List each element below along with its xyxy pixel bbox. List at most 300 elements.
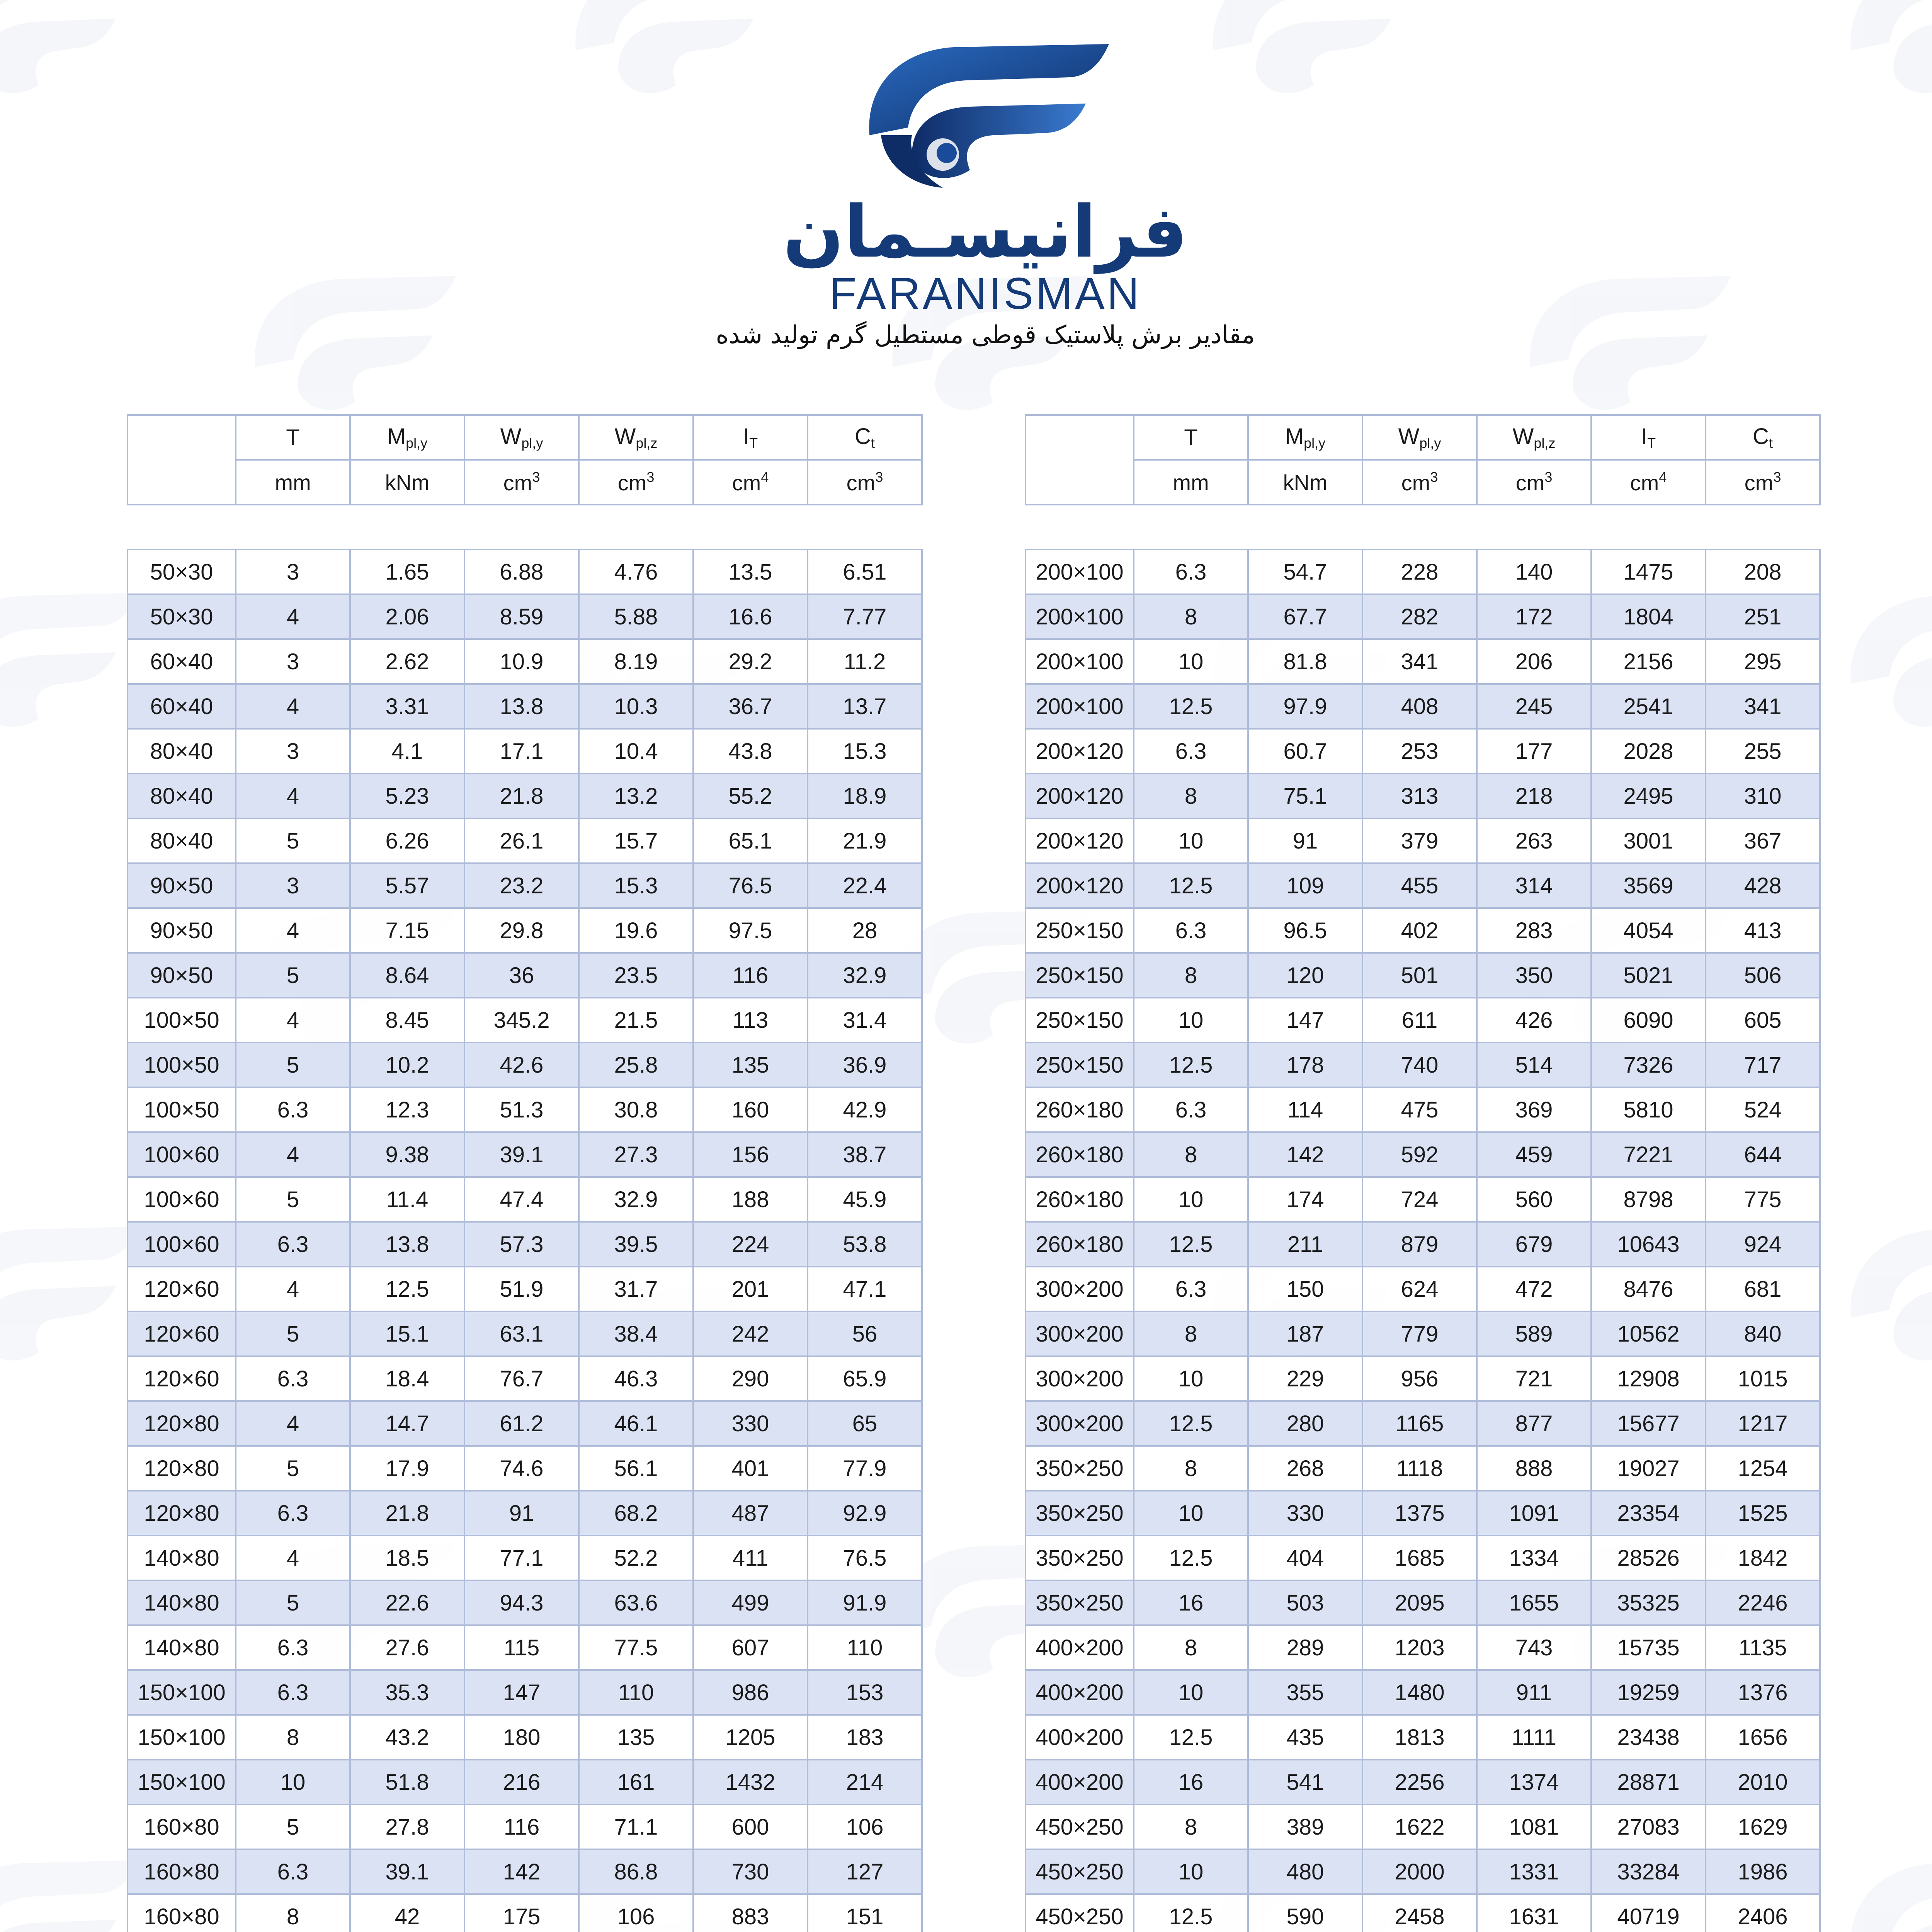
header-subscript: pl,y — [406, 435, 428, 451]
value-cell: 1135 — [1706, 1625, 1820, 1670]
value-cell: 4 — [236, 1267, 350, 1311]
document-title: مقادیر برش پلاستیک قوطی مستطیل گرم تولید شده — [716, 321, 1255, 349]
value-cell: 109 — [1248, 863, 1362, 908]
table-row — [128, 549, 922, 594]
brand-header — [0, 39, 1932, 317]
value-cell: 140 — [1477, 549, 1591, 594]
header-unit: cm — [617, 471, 647, 495]
value-cell: 4 — [236, 1536, 350, 1580]
header-unit-exponent: 3 — [1773, 469, 1781, 485]
table-row — [128, 639, 922, 684]
value-cell: 178 — [1248, 1043, 1362, 1087]
section-size-cell: 100×50 — [128, 1043, 236, 1087]
value-cell: 81.8 — [1248, 639, 1362, 684]
section-size-cell: 200×100 — [1026, 549, 1134, 594]
header-subscript: pl,z — [1534, 435, 1556, 451]
value-cell: 10 — [236, 1760, 350, 1804]
value-cell: 91.9 — [808, 1580, 922, 1625]
value-cell: 228 — [1362, 549, 1477, 594]
value-cell: 187 — [1248, 1311, 1362, 1356]
value-cell: 8 — [1134, 774, 1248, 818]
value-cell: 10 — [1134, 1491, 1248, 1536]
section-size-cell: 100×60 — [128, 1132, 236, 1177]
value-cell: 12.5 — [1134, 1894, 1248, 1932]
value-cell: 32.9 — [579, 1177, 693, 1222]
value-cell: 12908 — [1591, 1356, 1706, 1401]
value-cell: 13.7 — [808, 684, 922, 729]
header-unit: cm — [732, 471, 761, 495]
value-cell: 10643 — [1591, 1222, 1706, 1267]
header-subscript: t — [871, 435, 875, 451]
value-cell: 31.7 — [579, 1267, 693, 1311]
value-cell: 35325 — [1591, 1580, 1706, 1625]
value-cell: 428 — [1706, 863, 1820, 908]
value-cell: 43.2 — [350, 1715, 464, 1760]
value-cell: 12.5 — [1134, 1043, 1248, 1087]
value-cell: 10.3 — [579, 684, 693, 729]
value-cell: 956 — [1362, 1356, 1477, 1401]
value-cell: 208 — [1706, 549, 1820, 594]
value-cell: 8 — [1134, 953, 1248, 998]
section-size-cell: 450×250 — [1026, 1849, 1134, 1894]
header-unit-cell — [236, 460, 350, 505]
value-cell: 216 — [464, 1760, 579, 1804]
header-unit: kNm — [385, 470, 430, 495]
section-size-cell: 260×180 — [1026, 1132, 1134, 1177]
header-size-cell — [128, 415, 236, 505]
value-cell: 5.23 — [350, 774, 464, 818]
value-cell: 1334 — [1477, 1536, 1591, 1580]
value-cell: 840 — [1706, 1311, 1820, 1356]
value-cell: 47.1 — [808, 1267, 922, 1311]
header-size-cell — [1026, 415, 1134, 505]
header-unit-cell — [579, 460, 693, 505]
table-row — [128, 1177, 922, 1222]
header-unit-cell — [464, 460, 579, 505]
value-cell: 408 — [1362, 684, 1477, 729]
value-cell: 592 — [1362, 1132, 1477, 1177]
value-cell: 8.59 — [464, 594, 579, 639]
value-cell: 3569 — [1591, 863, 1706, 908]
value-cell: 242 — [693, 1311, 808, 1356]
value-cell: 188 — [693, 1177, 808, 1222]
value-cell: 6090 — [1591, 998, 1706, 1043]
header-unit: cm — [1515, 471, 1545, 495]
header-unit: mm — [275, 470, 311, 495]
table-row — [1026, 908, 1820, 953]
value-cell: 52.2 — [579, 1536, 693, 1580]
value-cell: 160 — [693, 1087, 808, 1132]
value-cell: 13.5 — [693, 549, 808, 594]
value-cell: 4 — [236, 684, 350, 729]
table-row — [128, 1446, 922, 1491]
value-cell: 229 — [1248, 1356, 1362, 1401]
value-cell: 86.8 — [579, 1849, 693, 1894]
table-row — [1026, 1536, 1820, 1580]
value-cell: 1842 — [1706, 1536, 1820, 1580]
value-cell: 4 — [236, 908, 350, 953]
table-row — [128, 1804, 922, 1849]
section-size-cell: 250×150 — [1026, 908, 1134, 953]
header-symbol-cell — [464, 415, 579, 460]
header-unit: cm — [1744, 471, 1774, 495]
header-unit-cell — [693, 460, 808, 505]
table-row — [128, 1132, 922, 1177]
value-cell: 644 — [1706, 1132, 1820, 1177]
value-cell: 39.5 — [579, 1222, 693, 1267]
table-row — [1026, 549, 1820, 594]
value-cell: 97.9 — [1248, 684, 1362, 729]
section-size-cell: 160×80 — [128, 1804, 236, 1849]
value-cell: 151 — [808, 1894, 922, 1932]
value-cell: 16 — [1134, 1760, 1248, 1804]
value-cell: 4 — [236, 1132, 350, 1177]
header-symbol-cell — [579, 415, 693, 460]
table-row — [1026, 953, 1820, 998]
value-cell: 77.1 — [464, 1536, 579, 1580]
value-cell: 33284 — [1591, 1849, 1706, 1894]
value-cell: 1217 — [1706, 1401, 1820, 1446]
value-cell: 65.9 — [808, 1356, 922, 1401]
value-cell: 142 — [464, 1849, 579, 1894]
section-size-cell: 200×120 — [1026, 729, 1134, 774]
section-size-cell: 80×40 — [128, 774, 236, 818]
value-cell: 721 — [1477, 1356, 1591, 1401]
value-cell: 5 — [236, 1311, 350, 1356]
value-cell: 8.19 — [579, 639, 693, 684]
table-row — [1026, 998, 1820, 1043]
value-cell: 172 — [1477, 594, 1591, 639]
table-row — [1026, 1580, 1820, 1625]
value-cell: 330 — [693, 1401, 808, 1446]
value-cell: 1655 — [1477, 1580, 1591, 1625]
header-symbol: T — [286, 425, 300, 450]
value-cell: 38.7 — [808, 1132, 922, 1177]
value-cell: 8.45 — [350, 998, 464, 1043]
value-cell: 12.5 — [1134, 684, 1248, 729]
value-cell: 2095 — [1362, 1580, 1477, 1625]
value-cell: 19027 — [1591, 1446, 1706, 1491]
value-cell: 5 — [236, 1580, 350, 1625]
value-cell: 53.8 — [808, 1222, 922, 1267]
table-row — [128, 1670, 922, 1715]
table-row — [128, 998, 922, 1043]
value-cell: 10 — [1134, 998, 1248, 1043]
value-cell: 201 — [693, 1267, 808, 1311]
value-cell: 4 — [236, 998, 350, 1043]
value-cell: 10562 — [1591, 1311, 1706, 1356]
value-cell: 91 — [464, 1491, 579, 1536]
value-cell: 4.1 — [350, 729, 464, 774]
header-unit: kNm — [1283, 470, 1328, 495]
value-cell: 503 — [1248, 1580, 1362, 1625]
table-row — [1026, 1625, 1820, 1670]
header-unit-cell — [350, 460, 464, 505]
value-cell: 12.5 — [1134, 863, 1248, 908]
section-size-cell: 90×50 — [128, 953, 236, 998]
header-unit-cell — [1591, 460, 1706, 505]
table-row — [128, 863, 922, 908]
table-row — [1026, 1177, 1820, 1222]
value-cell: 775 — [1706, 1177, 1820, 1222]
section-size-cell: 140×80 — [128, 1625, 236, 1670]
table-row — [128, 1087, 922, 1132]
value-cell: 8 — [1134, 1804, 1248, 1849]
section-size-cell: 100×50 — [128, 998, 236, 1043]
value-cell: 1203 — [1362, 1625, 1477, 1670]
value-cell: 29.8 — [464, 908, 579, 953]
section-size-cell: 60×40 — [128, 684, 236, 729]
header-symbol-cell — [1477, 415, 1591, 460]
value-cell: 10 — [1134, 1356, 1248, 1401]
value-cell: 506 — [1706, 953, 1820, 998]
value-cell: 135 — [579, 1715, 693, 1760]
header-symbol-cell — [1591, 415, 1706, 460]
value-cell: 289 — [1248, 1625, 1362, 1670]
table-row — [128, 818, 922, 863]
value-cell: 355 — [1248, 1670, 1362, 1715]
value-cell: 5 — [236, 1446, 350, 1491]
value-cell: 16.6 — [693, 594, 808, 639]
section-size-cell: 140×80 — [128, 1580, 236, 1625]
value-cell: 27.8 — [350, 1804, 464, 1849]
value-cell: 1813 — [1362, 1715, 1477, 1760]
value-cell: 39.1 — [464, 1132, 579, 1177]
value-cell: 2541 — [1591, 684, 1706, 729]
value-cell: 8798 — [1591, 1177, 1706, 1222]
value-cell: 46.3 — [579, 1356, 693, 1401]
header-unit-cell — [1477, 460, 1591, 505]
section-size-cell: 120×80 — [128, 1401, 236, 1446]
value-cell: 6.3 — [1134, 1087, 1248, 1132]
value-cell: 6.26 — [350, 818, 464, 863]
value-cell: 54.7 — [1248, 549, 1362, 594]
section-size-cell: 140×80 — [128, 1536, 236, 1580]
value-cell: 65 — [808, 1401, 922, 1446]
value-cell: 310 — [1706, 774, 1820, 818]
value-cell: 224 — [693, 1222, 808, 1267]
value-cell: 6.3 — [1134, 908, 1248, 953]
section-size-cell: 250×150 — [1026, 1043, 1134, 1087]
value-cell: 56 — [808, 1311, 922, 1356]
value-cell: 2246 — [1706, 1580, 1820, 1625]
value-cell: 6.51 — [808, 549, 922, 594]
value-cell: 426 — [1477, 998, 1591, 1043]
table-row — [128, 1311, 922, 1356]
table-row — [1026, 1894, 1820, 1932]
value-cell: 1804 — [1591, 594, 1706, 639]
value-cell: 92.9 — [808, 1491, 922, 1536]
value-cell: 251 — [1706, 594, 1820, 639]
value-cell: 1331 — [1477, 1849, 1591, 1894]
section-size-cell: 150×100 — [128, 1715, 236, 1760]
section-size-cell: 160×80 — [128, 1849, 236, 1894]
value-cell: 27.6 — [350, 1625, 464, 1670]
header-symbol: W — [500, 424, 522, 449]
value-cell: 110 — [808, 1625, 922, 1670]
value-cell: 114 — [1248, 1087, 1362, 1132]
value-cell: 153 — [808, 1670, 922, 1715]
value-cell: 206 — [1477, 639, 1591, 684]
value-cell: 1376 — [1706, 1670, 1820, 1715]
value-cell: 681 — [1706, 1267, 1820, 1311]
value-cell: 61.2 — [464, 1401, 579, 1446]
header-symbol: W — [1512, 424, 1534, 449]
value-cell: 2495 — [1591, 774, 1706, 818]
value-cell: 10 — [1134, 639, 1248, 684]
value-cell: 22.4 — [808, 863, 922, 908]
section-size-cell: 260×180 — [1026, 1177, 1134, 1222]
value-cell: 21.8 — [350, 1491, 464, 1536]
section-size-cell: 250×150 — [1026, 998, 1134, 1043]
watermark-logo-icon — [1850, 1226, 1932, 1361]
value-cell: 60.7 — [1248, 729, 1362, 774]
header-subscript: pl,y — [521, 435, 543, 451]
value-cell: 40719 — [1591, 1894, 1706, 1932]
value-cell: 77.5 — [579, 1625, 693, 1670]
value-cell: 32.9 — [808, 953, 922, 998]
value-cell: 51.9 — [464, 1267, 579, 1311]
header-unit-exponent: 3 — [1544, 469, 1553, 485]
section-size-cell: 400×200 — [1026, 1760, 1134, 1804]
table-row — [128, 1267, 922, 1311]
header-unit-cell — [1134, 460, 1248, 505]
value-cell: 22.6 — [350, 1580, 464, 1625]
value-cell: 21.8 — [464, 774, 579, 818]
section-size-cell: 450×250 — [1026, 1804, 1134, 1849]
table-row — [1026, 1222, 1820, 1267]
value-cell: 487 — [693, 1491, 808, 1536]
section-size-cell: 250×150 — [1026, 953, 1134, 998]
value-cell: 607 — [693, 1625, 808, 1670]
value-cell: 175 — [464, 1894, 579, 1932]
value-cell: 413 — [1706, 908, 1820, 953]
value-cell: 5 — [236, 818, 350, 863]
table-row — [128, 684, 922, 729]
value-cell: 330 — [1248, 1491, 1362, 1536]
value-cell: 3 — [236, 639, 350, 684]
value-cell: 8476 — [1591, 1267, 1706, 1311]
value-cell: 1986 — [1706, 1849, 1820, 1894]
value-cell: 924 — [1706, 1222, 1820, 1267]
table-row — [1026, 1401, 1820, 1446]
value-cell: 55.2 — [693, 774, 808, 818]
value-cell: 2406 — [1706, 1894, 1820, 1932]
value-cell: 10.2 — [350, 1043, 464, 1087]
value-cell: 6.3 — [236, 1849, 350, 1894]
header-symbol: I — [743, 424, 750, 449]
section-size-cell: 350×250 — [1026, 1580, 1134, 1625]
value-cell: 14.7 — [350, 1401, 464, 1446]
value-cell: 68.2 — [579, 1491, 693, 1536]
value-cell: 986 — [693, 1670, 808, 1715]
header-symbol: W — [1398, 424, 1420, 449]
value-cell: 2458 — [1362, 1894, 1477, 1932]
value-cell: 15.3 — [579, 863, 693, 908]
section-size-cell: 260×180 — [1026, 1222, 1134, 1267]
value-cell: 11.2 — [808, 639, 922, 684]
value-cell: 1375 — [1362, 1491, 1477, 1536]
table-row — [1026, 684, 1820, 729]
value-cell: 3 — [236, 549, 350, 594]
value-cell: 150 — [1248, 1267, 1362, 1311]
header-symbol-cell — [1362, 415, 1477, 460]
table-row — [1026, 1849, 1820, 1894]
section-size-cell: 400×200 — [1026, 1715, 1134, 1760]
value-cell: 6.3 — [236, 1625, 350, 1670]
value-cell: 2256 — [1362, 1760, 1477, 1804]
header-row-symbols — [1026, 415, 1820, 460]
header-symbol: I — [1641, 424, 1648, 449]
value-cell: 11.4 — [350, 1177, 464, 1222]
header-symbol-cell — [1706, 415, 1820, 460]
table-row — [1026, 1356, 1820, 1401]
value-cell: 455 — [1362, 863, 1477, 908]
table-row — [128, 1760, 922, 1804]
value-cell: 39.1 — [350, 1849, 464, 1894]
table-row — [128, 594, 922, 639]
section-size-cell: 100×50 — [128, 1087, 236, 1132]
value-cell: 30.8 — [579, 1087, 693, 1132]
value-cell: 5021 — [1591, 953, 1706, 998]
header-subscript: T — [749, 435, 758, 451]
left-table-header — [127, 414, 923, 505]
section-size-cell: 260×180 — [1026, 1087, 1134, 1132]
value-cell: 218 — [1477, 774, 1591, 818]
value-cell: 27.3 — [579, 1132, 693, 1177]
table-row — [1026, 594, 1820, 639]
value-cell: 514 — [1477, 1043, 1591, 1087]
section-size-cell: 80×40 — [128, 729, 236, 774]
section-size-cell: 450×250 — [1026, 1894, 1134, 1932]
value-cell: 76.5 — [808, 1536, 922, 1580]
value-cell: 36.7 — [693, 684, 808, 729]
value-cell: 245 — [1477, 684, 1591, 729]
brand-name-english: FARANISMAN — [829, 269, 1141, 318]
value-cell: 883 — [693, 1894, 808, 1932]
value-cell: 17.9 — [350, 1446, 464, 1491]
table-row — [128, 953, 922, 998]
value-cell: 4054 — [1591, 908, 1706, 953]
value-cell: 77.9 — [808, 1446, 922, 1491]
value-cell: 211 — [1248, 1222, 1362, 1267]
value-cell: 7326 — [1591, 1043, 1706, 1087]
value-cell: 2028 — [1591, 729, 1706, 774]
value-cell: 369 — [1477, 1087, 1591, 1132]
table-row — [128, 1625, 922, 1670]
value-cell: 5.57 — [350, 863, 464, 908]
value-cell: 1015 — [1706, 1356, 1820, 1401]
value-cell: 501 — [1362, 953, 1477, 998]
value-cell: 8 — [1134, 1625, 1248, 1670]
table-row — [1026, 863, 1820, 908]
value-cell: 106 — [579, 1894, 693, 1932]
section-size-cell: 100×60 — [128, 1177, 236, 1222]
right-table-header — [1025, 414, 1821, 505]
header-symbol-cell — [693, 415, 808, 460]
value-cell: 7.15 — [350, 908, 464, 953]
section-size-cell: 200×120 — [1026, 863, 1134, 908]
section-size-cell: 300×200 — [1026, 1356, 1134, 1401]
header-unit-cell — [1248, 460, 1362, 505]
table-row — [1026, 1087, 1820, 1132]
value-cell: 8 — [1134, 1311, 1248, 1356]
value-cell: 911 — [1477, 1670, 1591, 1715]
value-cell: 499 — [693, 1580, 808, 1625]
value-cell: 5.88 — [579, 594, 693, 639]
value-cell: 283 — [1477, 908, 1591, 953]
value-cell: 1525 — [1706, 1491, 1820, 1536]
